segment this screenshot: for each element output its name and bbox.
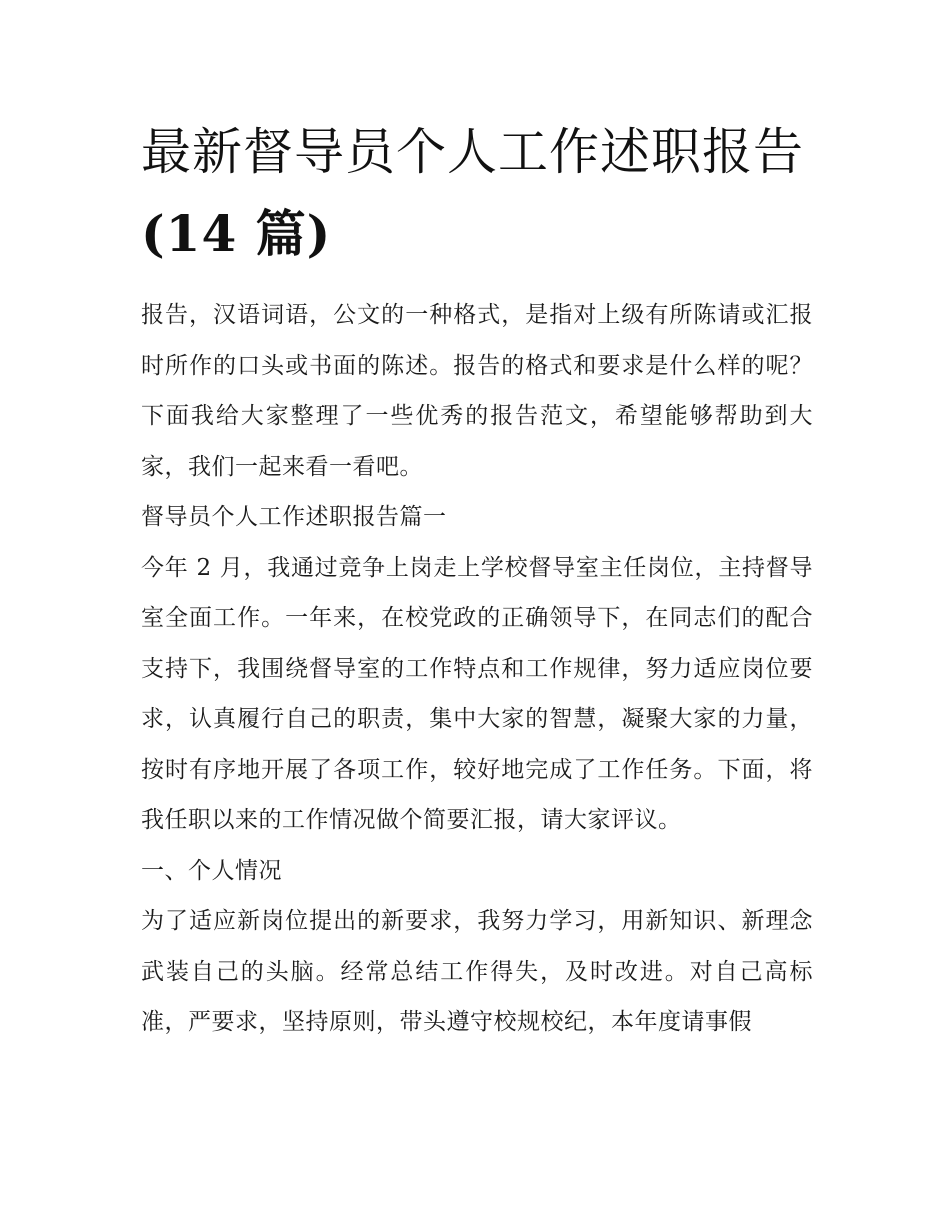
subsection-heading: 一、个人情况 [141,857,282,884]
body-paragraph: 今年 2 月，我通过竞争上岗走上学校督导室主任岗位，主持督导室全面工作。一年来，在校党政的正确领导下，在同志们的配合支持下，我围绕督导室的工作特点和工作规律，努力适应岗位要求，认真履行自己的职责，集中大家的智慧，凝聚大家的力量，按时有序地开展了各项工作，较好地完成了工作任务。下面，将我任职以来的工作情况做个简要汇报，请大家评议。 [141,554,813,833]
document-title [141,112,813,274]
intro-paragraph: 报告，汉语词语，公文的一种格式，是指对上级有所陈请或汇报时所作的口头或书面的陈述。报告的格式和要求是什么样的呢？下面我给大家整理了一些优秀的报告范文，希望能够帮助到大家，我们一起来看一看吧。 [141,302,813,480]
document-body [141,290,813,1048]
document-content [141,112,813,1048]
title-line-2: (14 篇) [141,204,332,263]
body-paragraph: 为了适应新岗位提出的新要求，我努力学习，用新知识、新理念武装自己的头脑。经常总结工作得失，及时改进。对自己高标准，严要求，坚持原则，带头遵守校规校纪，本年度请事假 [141,908,813,1035]
section-heading-part-one: 督导员个人工作述职报告篇一 [141,504,447,530]
title-line-1: 最新督导员个人工作述职报告 [141,123,804,181]
